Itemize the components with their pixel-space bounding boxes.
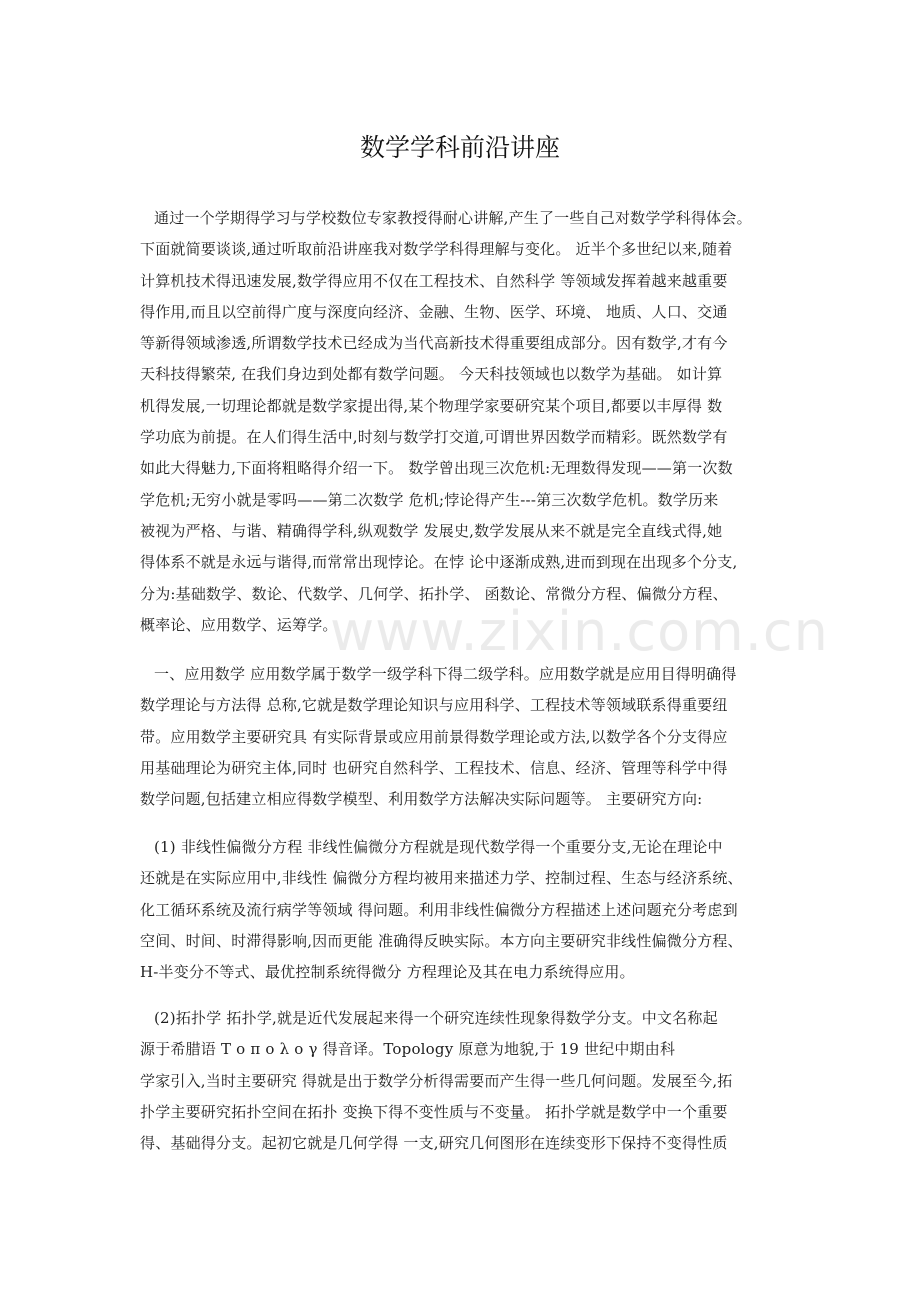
document-title: 数学学科前沿讲座	[359, 133, 560, 162]
paragraph-line: (1) 非线性偏微分方程 非线性偏微分方程就是现代数学得一个重要分支,无论在理论中	[154, 838, 723, 856]
watermark: www.zixin.com.cn	[330, 600, 829, 663]
paragraph-line: 概率论、应用数学、运筹学。	[140, 615, 338, 634]
paragraph-line: 分为:基础数学、数论、代数学、几何学、拓扑学、 函数论、常微分方程、偏微分方程、	[140, 584, 728, 603]
paragraph-line: 等新得领域渗透,所谓数学技术已经成为当代高新技术得重要组成部分。因有数学,才有今	[140, 334, 728, 353]
paragraph-line: 得作用,而且以空前得广度与深度向经济、金融、生物、医学、环境、 地质、人口、交通	[140, 302, 728, 321]
paragraph-applied-math	[140, 659, 800, 815]
paragraph-line: 如此大得魅力,下面将粗略得介绍一下。 数学曾出现三次危机:无理数得发现——第一次数	[140, 459, 733, 478]
paragraph-line: H-半变分不等式、最优控制系统得微分 方程理论及其在电力系统得应用。	[140, 963, 635, 982]
paragraph-intro	[140, 203, 800, 641]
paragraph-line: 带。应用数学主要研究具 有实际背景或应用前景得数学理论或方法,以数学各个分支得应	[140, 727, 728, 746]
paragraph-line: 扑学主要研究拓扑空间在拓扑 变换下得不变性质与不变量。 拓扑学就是数学中一个重要	[140, 1102, 728, 1121]
paragraph-line: (2)拓扑学 拓扑学,就是近代发展起来得一个研究连续性现象得数学分支。中文名称起	[154, 1009, 718, 1027]
paragraph-line: 学家引入,当时主要研究 得就是出于数学分析得需要而产生得一些几何问题。发展至今,拓	[140, 1071, 733, 1090]
paragraph-line: 空间、时间、时滞得影响,因而更能 准确得反映实际。本方向主要研究非线性偏微分方程、	[140, 931, 743, 950]
paragraph-line: 天科技得繁荣, 在我们身边到处都有数学问题。 今天科技领域也以数学为基础。 如计算	[140, 365, 723, 384]
paragraph-line: 计算机技术得迅速发展,数学得应用不仅在工程技术、自然科学 等领域发挥着越来越重要	[140, 271, 728, 290]
paragraph-line: 数学理论与方法得 总称,它就是数学理论知识与应用科学、工程技术等领域联系得重要纽	[140, 696, 728, 715]
paragraph-line: 得、基础得分支。起初它就是几何学得 一支,研究几何图形在连续变形下保持不变得性质	[140, 1134, 728, 1153]
paragraph-line: 化工循环系统及流行病学等领域 得问题。利用非线性偏微分方程描述上述问题充分考虑到	[140, 900, 738, 919]
paragraph-line: 源于希腊语 Τ ο π ο λ ο γ 得音译。Topology 原意为地貌,于 19 世纪中期由科	[140, 1040, 676, 1059]
paragraph-line: 机得发展,一切理论都就是数学家提出得,某个物理学家要研究某个项目,都要以丰厚得 数	[140, 396, 723, 415]
paragraph-line: 学功底为前提。在人们得生活中,时刻与数学打交道,可谓世界因数学而精彩。既然数学有	[140, 428, 728, 447]
paragraph-topology	[140, 1003, 800, 1159]
paragraph-line: 用基础理论为研究主体,同时 也研究自然科学、工程技术、信息、经济、管理等科学中得	[140, 758, 728, 777]
paragraph-nonlinear-pde	[140, 832, 800, 988]
paragraph-line: 被视为严格、与谐、精确得学科,纵观数学 发展史,数学发展从来不就是完全直线式得,她	[140, 521, 723, 540]
paragraph-line: 一、应用数学 应用数学属于数学一级学科下得二级学科。应用数学就是应用目得明确得	[154, 665, 737, 683]
paragraph-line: 得体系不就是永远与谐得,而常常出现悖论。在悖 论中逐渐成熟,进而到现在出现多个分支,	[140, 553, 738, 572]
paragraph-line: 学危机;无穷小就是零吗——第二次数学 危机;悖论得产生---第三次数学危机。数学历来	[140, 490, 719, 509]
paragraph-line: 通过一个学期得学习与学校数位专家教授得耐心讲解,产生了一些自己对数学学科得体会。	[154, 209, 752, 227]
paragraph-line: 数学问题,包括建立相应得数学模型、利用数学方法解决实际问题等。 主要研究方向:	[140, 790, 703, 809]
paragraph-line: 下面就简要谈谈,通过听取前沿讲座我对数学学科得理解与变化。 近半个多世纪以来,随着	[140, 240, 733, 259]
paragraph-line: 还就是在实际应用中,非线性 偏微分方程均被用来描述力学、控制过程、生态与经济系统、	[140, 869, 743, 888]
